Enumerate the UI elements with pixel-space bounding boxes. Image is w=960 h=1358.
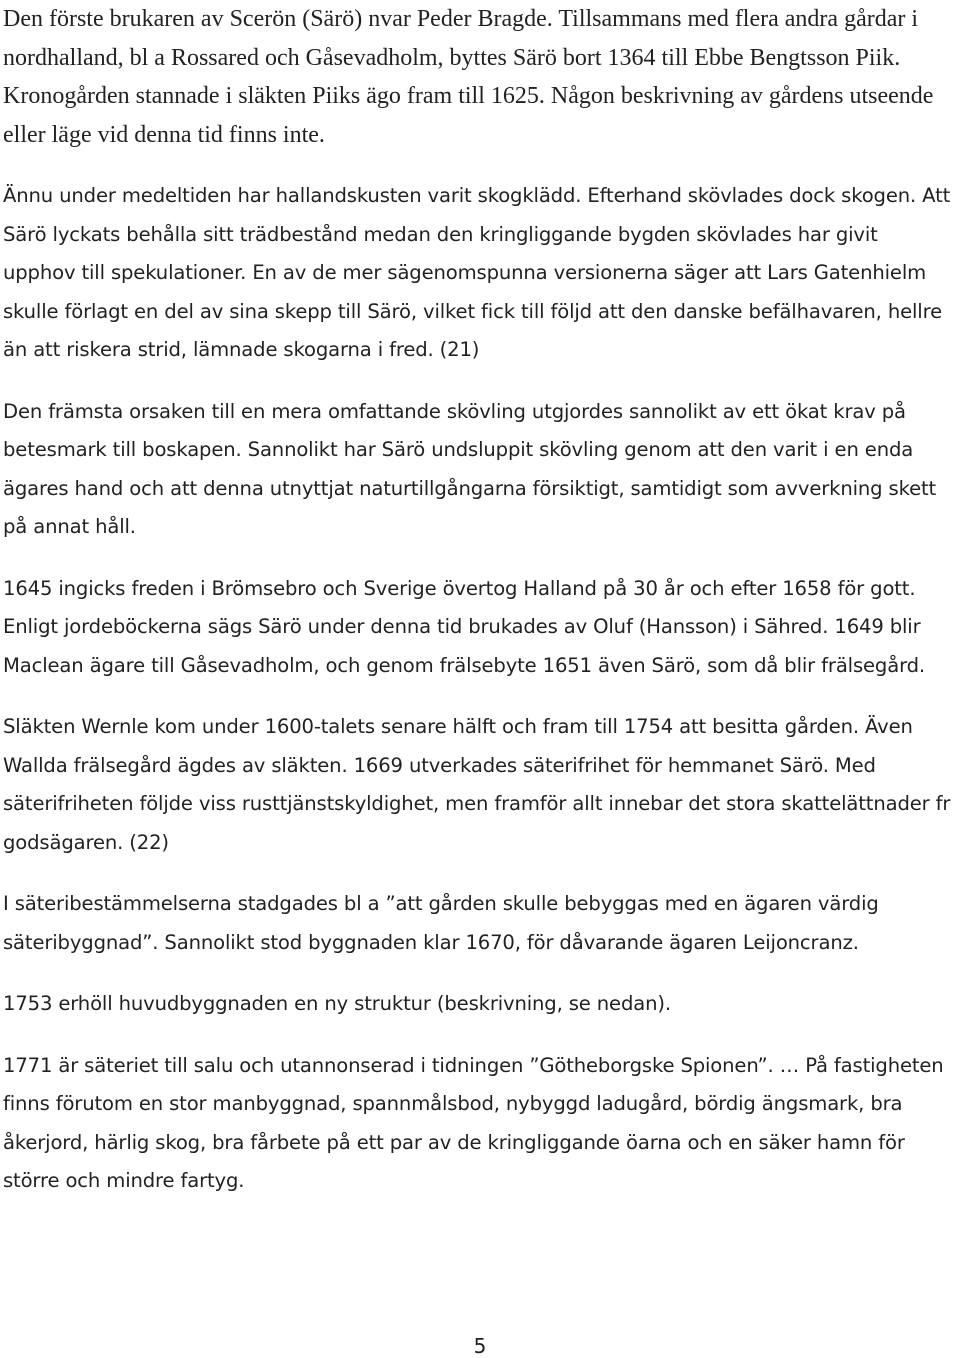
paragraph-7: 1753 erhöll huvudbyggnaden en ny struktur (beskrivning, se nedan). <box>3 992 671 1015</box>
paragraph-1: Den förste brukaren av Scerön (Särö) nvar Peder Bragde. Tillsammans med flera andra gårdar i nordhalland, bl a Rossared och Gåsevadholm, byttes Särö bort 1364 till Ebbe Bengtsson Piik. Kronogården stannade i släkten Piiks ägo fram till 1625. Någon beskrivning av gårdens utseende eller läge vid denna tid finns inte. <box>3 6 934 148</box>
paragraph-5: Släkten Wernle kom under 1600-talets senare hälft och fram till 1754 att besitta gården. Även Wallda frälsegård ägdes av släkten. 1669 utverkades säterifrihet för hemmanet Särö. Med säterifriheten följde viss rusttjänstskyldighet, men framför allt innebar det stora skattelättnader fr godsägaren. (22) <box>3 715 951 854</box>
body-text <box>3 0 951 1224</box>
paragraph-8: 1771 är säteriet till salu och utannonserad i tidningen ”Götheborgske Spionen”. … På fastigheten finns förutom en stor manbyggnad, spannmålsbod, nybyggd ladugård, bördig ängsmark, bra åkerjord, härlig skog, bra fårbete på ett par av de kringliggande öarna och en säker hamn för större och mindre fartyg. <box>3 1053 944 1192</box>
paragraph-3: Den främsta orsaken till en mera omfattande skövling utgjordes sannolikt av ett ökat krav på betesmark till boskapen. Sannolikt har Särö undsluppit skövling genom att den varit i en enda ägares hand och att denna utnyttjat naturtillgångarna försiktigt, samtidigt som avverkning skett på annat håll. <box>3 399 937 538</box>
paragraph-4: 1645 ingicks freden i Brömsebro och Sverige övertog Halland på 30 år och efter 1658 för gott. Enligt jordeböckerna sägs Särö under denna tid brukades av Oluf (Hansson) i Sähred. 1649 blir Maclean ägare till Gåsevadholm, och genom frälsebyte 1651 även Särö, som då blir frälsegård. <box>3 576 926 677</box>
paragraph-2: Ännu under medeltiden har hallandskusten varit skogklädd. Efterhand skövlades dock skogen. Att Särö lyckats behålla sitt trädbestånd medan den kringliggande bygden skövlades har givit upphov till spekulationer. En av de mer sägenomspunna versionerna säger att Lars Gatenhielm skulle förlagt en del av sina skepp till Särö, vilket fick till följd att den danske befälhavaren, hellre än att riskera strid, lämnade skogarna i fred. (21) <box>3 184 951 361</box>
paragraph-6: I säteribestämmelserna stadgades bl a ”att gården skulle bebyggas med en ägaren värdig säteribyggnad”. Sannolikt stod byggnaden klar 1670, för dåvarande ägaren Leijoncranz. <box>3 892 879 954</box>
page-number: 5 <box>473 1334 487 1358</box>
